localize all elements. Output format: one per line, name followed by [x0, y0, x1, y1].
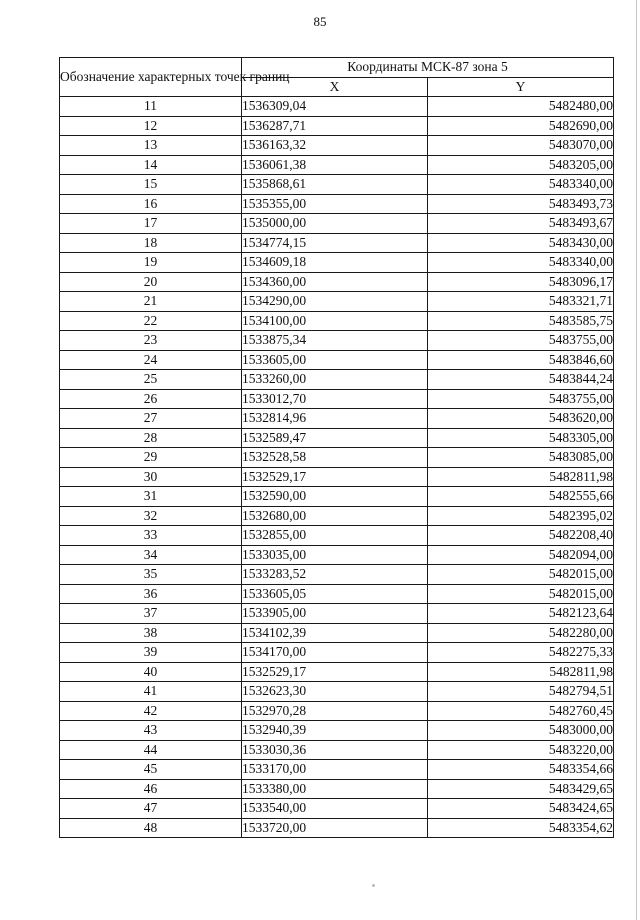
point-cell: 32 [60, 506, 242, 526]
x-coordinate-cell: 1534290,00 [242, 292, 428, 312]
point-cell: 31 [60, 487, 242, 507]
y-coordinate-cell: 5483340,00 [428, 253, 614, 273]
x-coordinate-cell: 1536163,32 [242, 136, 428, 156]
point-cell: 30 [60, 467, 242, 487]
header-row-1 [60, 58, 614, 78]
y-coordinate-cell: 5482123,64 [428, 604, 614, 624]
point-cell: 40 [60, 662, 242, 682]
y-coordinate-cell: 5482760,45 [428, 701, 614, 721]
table-row [60, 253, 614, 273]
table-row [60, 428, 614, 448]
x-coordinate-cell: 1536061,38 [242, 155, 428, 175]
table-row [60, 116, 614, 136]
x-coordinate-cell: 1534170,00 [242, 643, 428, 663]
table-row [60, 545, 614, 565]
point-cell: 39 [60, 643, 242, 663]
table-row [60, 701, 614, 721]
table-row [60, 604, 614, 624]
x-coordinate-cell: 1533540,00 [242, 799, 428, 819]
x-coordinate-cell: 1533605,05 [242, 584, 428, 604]
y-coordinate-cell: 5483755,00 [428, 389, 614, 409]
scan-artifact-dot [372, 884, 375, 887]
y-coordinate-cell: 5483493,73 [428, 194, 614, 214]
x-coordinate-cell: 1533170,00 [242, 760, 428, 780]
point-cell: 15 [60, 175, 242, 195]
header-point-designation: Обозначение характерных точек границ [60, 58, 242, 97]
point-cell: 34 [60, 545, 242, 565]
table-row [60, 448, 614, 468]
header-coordinates-system: Координаты МСК-87 зона 5 [242, 58, 614, 78]
y-coordinate-cell: 5483220,00 [428, 740, 614, 760]
x-coordinate-cell: 1533380,00 [242, 779, 428, 799]
point-cell: 37 [60, 604, 242, 624]
x-coordinate-cell: 1533035,00 [242, 545, 428, 565]
point-cell: 27 [60, 409, 242, 429]
point-cell: 14 [60, 155, 242, 175]
point-cell: 12 [60, 116, 242, 136]
point-cell: 25 [60, 370, 242, 390]
header-y: Y [428, 77, 614, 97]
x-coordinate-cell: 1532814,96 [242, 409, 428, 429]
table-row [60, 409, 614, 429]
x-coordinate-cell: 1536287,71 [242, 116, 428, 136]
table-header [60, 58, 614, 97]
y-coordinate-cell: 5482811,98 [428, 662, 614, 682]
y-coordinate-cell: 5483620,00 [428, 409, 614, 429]
table-row [60, 662, 614, 682]
y-coordinate-cell: 5483846,60 [428, 350, 614, 370]
y-coordinate-cell: 5483430,00 [428, 233, 614, 253]
x-coordinate-cell: 1536309,04 [242, 97, 428, 117]
page-number: 85 [313, 14, 327, 29]
x-coordinate-cell: 1533030,36 [242, 740, 428, 760]
table-row [60, 155, 614, 175]
table-row [60, 331, 614, 351]
y-coordinate-cell: 5483085,00 [428, 448, 614, 468]
x-coordinate-cell: 1533720,00 [242, 818, 428, 838]
table-row [60, 136, 614, 156]
point-cell: 28 [60, 428, 242, 448]
point-cell: 22 [60, 311, 242, 331]
table-row [60, 175, 614, 195]
x-coordinate-cell: 1534360,00 [242, 272, 428, 292]
point-cell: 42 [60, 701, 242, 721]
table-row [60, 526, 614, 546]
point-cell: 11 [60, 97, 242, 117]
table-row [60, 311, 614, 331]
table-body [60, 97, 614, 838]
point-cell: 44 [60, 740, 242, 760]
table-row [60, 779, 614, 799]
table-row [60, 623, 614, 643]
y-coordinate-cell: 5483321,71 [428, 292, 614, 312]
table-row [60, 506, 614, 526]
point-cell: 35 [60, 565, 242, 585]
point-cell: 43 [60, 721, 242, 741]
x-coordinate-cell: 1532590,00 [242, 487, 428, 507]
point-cell: 33 [60, 526, 242, 546]
y-coordinate-cell: 5483205,00 [428, 155, 614, 175]
y-coordinate-cell: 5482480,00 [428, 97, 614, 117]
x-coordinate-cell: 1532528,58 [242, 448, 428, 468]
y-coordinate-cell: 5483354,62 [428, 818, 614, 838]
x-coordinate-cell: 1532940,39 [242, 721, 428, 741]
y-coordinate-cell: 5483340,00 [428, 175, 614, 195]
point-cell: 47 [60, 799, 242, 819]
x-coordinate-cell: 1534774,15 [242, 233, 428, 253]
y-coordinate-cell: 5483844,24 [428, 370, 614, 390]
point-cell: 17 [60, 214, 242, 234]
table-row [60, 760, 614, 780]
table-row [60, 721, 614, 741]
point-cell: 18 [60, 233, 242, 253]
x-coordinate-cell: 1533875,34 [242, 331, 428, 351]
table-row [60, 487, 614, 507]
point-cell: 46 [60, 779, 242, 799]
table-row [60, 389, 614, 409]
point-cell: 38 [60, 623, 242, 643]
x-coordinate-cell: 1532529,17 [242, 662, 428, 682]
table-row [60, 467, 614, 487]
y-coordinate-cell: 5482794,51 [428, 682, 614, 702]
table-row [60, 350, 614, 370]
y-coordinate-cell: 5482280,00 [428, 623, 614, 643]
x-coordinate-cell: 1532855,00 [242, 526, 428, 546]
point-cell: 23 [60, 331, 242, 351]
point-cell: 16 [60, 194, 242, 214]
table-row [60, 214, 614, 234]
y-coordinate-cell: 5482811,98 [428, 467, 614, 487]
x-coordinate-cell: 1532680,00 [242, 506, 428, 526]
point-cell: 36 [60, 584, 242, 604]
y-coordinate-cell: 5483585,75 [428, 311, 614, 331]
header-x: X [242, 77, 428, 97]
table-row [60, 194, 614, 214]
table-row [60, 643, 614, 663]
y-coordinate-cell: 5483096,17 [428, 272, 614, 292]
y-coordinate-cell: 5482094,00 [428, 545, 614, 565]
y-coordinate-cell: 5483070,00 [428, 136, 614, 156]
y-coordinate-cell: 5482208,40 [428, 526, 614, 546]
table-row [60, 272, 614, 292]
point-cell: 45 [60, 760, 242, 780]
y-coordinate-cell: 5483493,67 [428, 214, 614, 234]
table-row [60, 818, 614, 838]
x-coordinate-cell: 1535000,00 [242, 214, 428, 234]
y-coordinate-cell: 5482015,00 [428, 565, 614, 585]
x-coordinate-cell: 1533605,00 [242, 350, 428, 370]
y-coordinate-cell: 5482015,00 [428, 584, 614, 604]
x-coordinate-cell: 1533260,00 [242, 370, 428, 390]
table-row [60, 292, 614, 312]
table-row [60, 799, 614, 819]
point-cell: 48 [60, 818, 242, 838]
point-cell: 41 [60, 682, 242, 702]
table-row [60, 97, 614, 117]
y-coordinate-cell: 5482395,02 [428, 506, 614, 526]
table-row [60, 233, 614, 253]
point-cell: 24 [60, 350, 242, 370]
point-cell: 29 [60, 448, 242, 468]
x-coordinate-cell: 1534102,39 [242, 623, 428, 643]
point-cell: 13 [60, 136, 242, 156]
x-coordinate-cell: 1534100,00 [242, 311, 428, 331]
x-coordinate-cell: 1532589,47 [242, 428, 428, 448]
x-coordinate-cell: 1533905,00 [242, 604, 428, 624]
x-coordinate-cell: 1532529,17 [242, 467, 428, 487]
x-coordinate-cell: 1532970,28 [242, 701, 428, 721]
y-coordinate-cell: 5483354,66 [428, 760, 614, 780]
y-coordinate-cell: 5483424,65 [428, 799, 614, 819]
x-coordinate-cell: 1534609,18 [242, 253, 428, 273]
y-coordinate-cell: 5483429,65 [428, 779, 614, 799]
y-coordinate-cell: 5482690,00 [428, 116, 614, 136]
scan-edge-line [636, 0, 637, 920]
point-cell: 26 [60, 389, 242, 409]
y-coordinate-cell: 5483000,00 [428, 721, 614, 741]
x-coordinate-cell: 1532623,30 [242, 682, 428, 702]
x-coordinate-cell: 1533283,52 [242, 565, 428, 585]
x-coordinate-cell: 1535355,00 [242, 194, 428, 214]
table-row [60, 565, 614, 585]
table-row [60, 682, 614, 702]
coordinates-table [59, 57, 614, 838]
y-coordinate-cell: 5483305,00 [428, 428, 614, 448]
point-cell: 21 [60, 292, 242, 312]
x-coordinate-cell: 1535868,61 [242, 175, 428, 195]
y-coordinate-cell: 5483755,00 [428, 331, 614, 351]
table-row [60, 740, 614, 760]
table-row [60, 370, 614, 390]
point-cell: 20 [60, 272, 242, 292]
y-coordinate-cell: 5482555,66 [428, 487, 614, 507]
y-coordinate-cell: 5482275,33 [428, 643, 614, 663]
point-cell: 19 [60, 253, 242, 273]
table-row [60, 584, 614, 604]
x-coordinate-cell: 1533012,70 [242, 389, 428, 409]
